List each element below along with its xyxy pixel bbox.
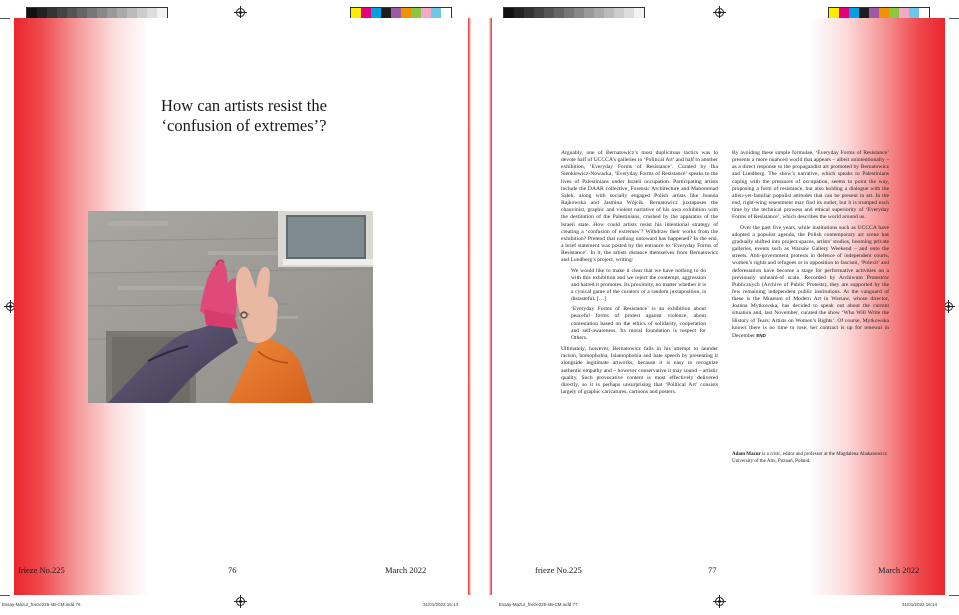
author-bio-text: is a critic, editor and professor at the Magdalena Abakanowicz University of the Arts, Poznań, Poland. bbox=[732, 452, 887, 464]
gray-swatch bbox=[594, 8, 604, 18]
color-swatch bbox=[829, 8, 839, 18]
folio-page-number: 77 bbox=[708, 565, 717, 575]
gray-swatch bbox=[77, 8, 87, 18]
paragraph-text: Over the past five years, while institutions such as UCCCA have adopted a populist agenda, the Polish contemporary art scene has gradually shifted into project spaces, artists’ studios, booming private galleries, events such as Warsaw Gallery Weekend – and onto the streets. Anti-government protests in defence of independent courts, women’s rights and refugees or in opposition to fascism, ‘Polexit’ and deforestation have become a stage for performative activities on a previously unheard-of scale. Recorded by Archiwum Protestów Publicznych (Archive of Public Protests), they are supported by the few remaining independent public institutions. At the vanguard of these is the Museum of Modern Art in Warsaw, whose director, Joanna Mytkowska, has decided to speak out about the current situation and, last November, curated the show ‘Who Will Write the History of Tears: Artists on Women’s Rights’. Of course, Mytkowska knows there is no time to lose; her contract is up for renewal in December bbox=[732, 224, 889, 339]
registration-mark-icon bbox=[236, 8, 245, 17]
color-swatch bbox=[401, 8, 411, 18]
crop-mark bbox=[0, 595, 10, 596]
gray-swatch bbox=[127, 8, 137, 18]
folio-publication: frieze No.225 bbox=[535, 565, 582, 575]
color-swatch bbox=[879, 8, 889, 18]
registration-mark-icon bbox=[715, 8, 724, 17]
gray-swatch bbox=[574, 8, 584, 18]
gray-swatch bbox=[107, 8, 117, 18]
gray-swatch bbox=[27, 8, 37, 18]
gray-swatch bbox=[47, 8, 57, 18]
gray-swatch bbox=[117, 8, 127, 18]
crop-mark bbox=[949, 595, 959, 596]
gray-swatch bbox=[504, 8, 514, 18]
photo-hands-on-wall bbox=[88, 211, 373, 403]
gray-swatch bbox=[554, 8, 564, 18]
left-page bbox=[14, 18, 465, 595]
folio-page-number: 76 bbox=[228, 565, 237, 575]
gray-swatch bbox=[534, 8, 544, 18]
color-swatch bbox=[919, 8, 929, 18]
slug-date-left: 31/01/2022 16:14 bbox=[423, 602, 459, 607]
gray-swatch bbox=[584, 8, 594, 18]
color-swatch bbox=[909, 8, 919, 18]
slug-filename-right: Essay-Mazur_frieze225-sB-CM.indd 77 bbox=[499, 602, 578, 607]
folio-date: March 2022 bbox=[878, 565, 920, 575]
color-swatch bbox=[381, 8, 391, 18]
author-bio bbox=[732, 452, 889, 465]
left-page-headline: How can artists resist the ‘confusion of extremes’? bbox=[161, 96, 327, 135]
paragraph: By avoiding these simple formulae, ‘Everyday Forms of Resistance’ presents a more nuanced world that appears – albeit unintentionally – as a direct response to the propagandist art promoted by Bernatowicz and Lundberg. The show’s narrative, which speaks to Palestinians coping with the pressures of occupation, seems to point the way, proposing a form of resistance, but also holding a dialogue with the alien-yet-familiar populist attitudes that can be present in art. In the end, right-wing resentment may find its outlet, but it is trumped each time by the technical prowess and ethical superiority of ‘Everyday Forms of Resistance’, which describes the world around us. bbox=[732, 150, 889, 221]
gray-swatch bbox=[614, 8, 624, 18]
gray-swatch bbox=[634, 8, 644, 18]
color-swatch bbox=[869, 8, 879, 18]
gray-swatch bbox=[147, 8, 157, 18]
gray-swatch bbox=[67, 8, 77, 18]
slug-filename-left: Essay-Mazur_frieze225-sB-CM.indd 76 bbox=[2, 602, 81, 607]
color-swatch bbox=[391, 8, 401, 18]
quote-paragraph: We would like to make it clear that we have nothing to do with this exhibition and we reject the contempt, aggression and hatred it promotes. Its proximity, no matter whether it is a cynical game of the curators or a random juxtaposition, is distasteful. […] bbox=[571, 267, 706, 303]
color-swatch bbox=[411, 8, 421, 18]
gray-swatch bbox=[137, 8, 147, 18]
color-swatch bbox=[839, 8, 849, 18]
color-swatch bbox=[421, 8, 431, 18]
gray-swatch bbox=[157, 8, 167, 18]
color-swatch bbox=[431, 8, 441, 18]
paragraph: Ultimately, however, Bernatowicz fails in his attempt to launder racism, homophobia, Islamophobia and hate speech by presenting it alongside legitimate artworks, because it is easy to recognize authentic empathy and – however conservative it may sound – artistic quality. Such provocative content is most effectively delivered directly, so it is perhaps unsurprising that ‘Political Art’ consists largely of graphic caricatures, cartoons and posters. bbox=[561, 346, 718, 395]
right-page bbox=[494, 18, 945, 595]
registration-mark-icon bbox=[715, 597, 724, 606]
folio-publication: frieze No.225 bbox=[18, 565, 65, 575]
author-name: Adam Mazur bbox=[732, 452, 761, 457]
crop-mark bbox=[0, 18, 10, 19]
gray-swatch bbox=[604, 8, 614, 18]
gray-swatch bbox=[87, 8, 97, 18]
gutter bbox=[468, 18, 492, 595]
registration-mark-icon bbox=[236, 597, 245, 606]
gray-swatch bbox=[37, 8, 47, 18]
color-swatch bbox=[859, 8, 869, 18]
quote-paragraph: ‘Everyday Forms of Resistance’ is an exhibition about peaceful forms of protest against violence, about contestation based on the ethics of solidarity, cooperation and self-awareness. Its moral foundation is respect for Others. bbox=[571, 306, 706, 341]
folio-date: March 2022 bbox=[385, 565, 427, 575]
gray-swatch bbox=[624, 8, 634, 18]
article-column-1 bbox=[561, 150, 718, 399]
gray-swatch bbox=[564, 8, 574, 18]
slug-date-right: 31/01/2022 16:14 bbox=[902, 602, 938, 607]
gray-swatch bbox=[97, 8, 107, 18]
color-swatch bbox=[361, 8, 371, 18]
color-swatch bbox=[351, 8, 361, 18]
gray-swatch bbox=[57, 8, 67, 18]
crop-mark bbox=[949, 18, 959, 19]
gray-swatch bbox=[524, 8, 534, 18]
gray-swatch bbox=[514, 8, 524, 18]
article-column-2 bbox=[732, 150, 889, 343]
paragraph bbox=[732, 225, 889, 341]
color-swatch bbox=[441, 8, 451, 18]
registration-mark-icon bbox=[944, 302, 953, 311]
gray-swatch bbox=[544, 8, 554, 18]
color-swatch bbox=[371, 8, 381, 18]
paragraph: Arguably, one of Bernatowicz’s most duplicitous tactics was to devote half of UCCCA’s galleries to ‘Political Art’ and half to another exhibition, ‘Everyday Forms of Resistance’. Curated by Ika Sienkiewicz-Nowacka, ‘Everyday Forms of Resistance’ speaks to the lives of Palestinians under Israeli occupation. Participating artists include the DAAR collective, Forensic Architecture and Mahommad Saleh, along with socially engaged Polish artists like Joanna Rajkowska and Jasmina Wójcik. Bernatowicz juxtaposes the chauvinist, graphic and violent narrative of his own exhibition with the destitution of the Palestinians, crushed by the apparatus of the Israeli state. How could artists resist his intentional strategy of creating a ‘confusion of extremes’? Withdraw their works from the exhibition? Pretend that nothing untoward has happened? In the end, a brief statement was posted by the entrance to ‘Everyday Forms of Resistance’. In it, the artists distance themselves from Bernatowicz and Lundberg’s project, writing: bbox=[561, 150, 718, 264]
color-swatch bbox=[889, 8, 899, 18]
color-swatch bbox=[899, 8, 909, 18]
color-swatch bbox=[849, 8, 859, 18]
end-mark: END bbox=[756, 332, 766, 338]
block-quote bbox=[571, 268, 706, 343]
